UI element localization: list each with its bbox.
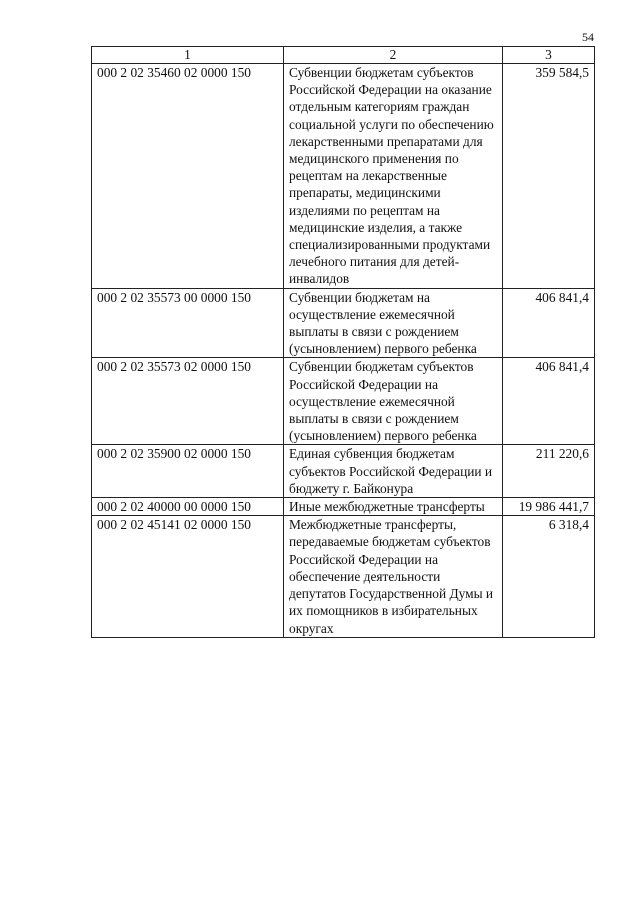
column-header-3: 3 [503, 47, 595, 64]
classification-code: 000 2 02 45141 02 0000 150 [92, 516, 284, 637]
classification-code: 000 2 02 35573 00 0000 150 [92, 288, 284, 358]
revenue-name: Субвенции бюджетам субъектов Российской Федерации на оказание отдельным категориям граждан социальной услуги по обеспечению лекарственными препаратами для медицинского применения по рецептам на лекарственные препараты, медицинскими изделиями по рецептам на медицинские изделия, а также специализированными продуктами лечебного питания для детей-инвалидов [284, 64, 503, 289]
classification-code: 000 2 02 35573 02 0000 150 [92, 358, 284, 445]
revenue-name: Межбюджетные трансферты, передаваемые бюджетам субъектов Российской Федерации на обеспечение деятельности депутатов Государственной Думы и их помощников в избирательных округах [284, 516, 503, 637]
column-header-2: 2 [284, 47, 503, 64]
budget-table [91, 46, 595, 638]
revenue-name: Иные межбюджетные трансферты [284, 498, 503, 516]
table-row [92, 64, 595, 289]
amount: 6 318,4 [503, 516, 595, 637]
amount: 19 986 441,7 [503, 498, 595, 516]
classification-code: 000 2 02 40000 00 0000 150 [92, 498, 284, 516]
revenue-name: Субвенции бюджетам субъектов Российской Федерации на осуществление ежемесячной выплаты в связи с рождением (усыновлением) первого ребенка [284, 358, 503, 445]
amount: 211 220,6 [503, 445, 595, 498]
amount: 359 584,5 [503, 64, 595, 289]
table-row [92, 498, 595, 516]
classification-code: 000 2 02 35900 02 0000 150 [92, 445, 284, 498]
amount: 406 841,4 [503, 288, 595, 358]
revenue-name: Единая субвенция бюджетам субъектов Российской Федерации и бюджету г. Байконура [284, 445, 503, 498]
table-row [92, 358, 595, 445]
table-row [92, 516, 595, 637]
table-row [92, 445, 595, 498]
column-header-1: 1 [92, 47, 284, 64]
page-number: 54 [582, 30, 594, 44]
classification-code: 000 2 02 35460 02 0000 150 [92, 64, 284, 289]
amount: 406 841,4 [503, 358, 595, 445]
revenue-name: Субвенции бюджетам на осуществление ежемесячной выплаты в связи с рождением (усыновлением) первого ребенка [284, 288, 503, 358]
table-row [92, 288, 595, 358]
table-header-row [92, 47, 595, 64]
